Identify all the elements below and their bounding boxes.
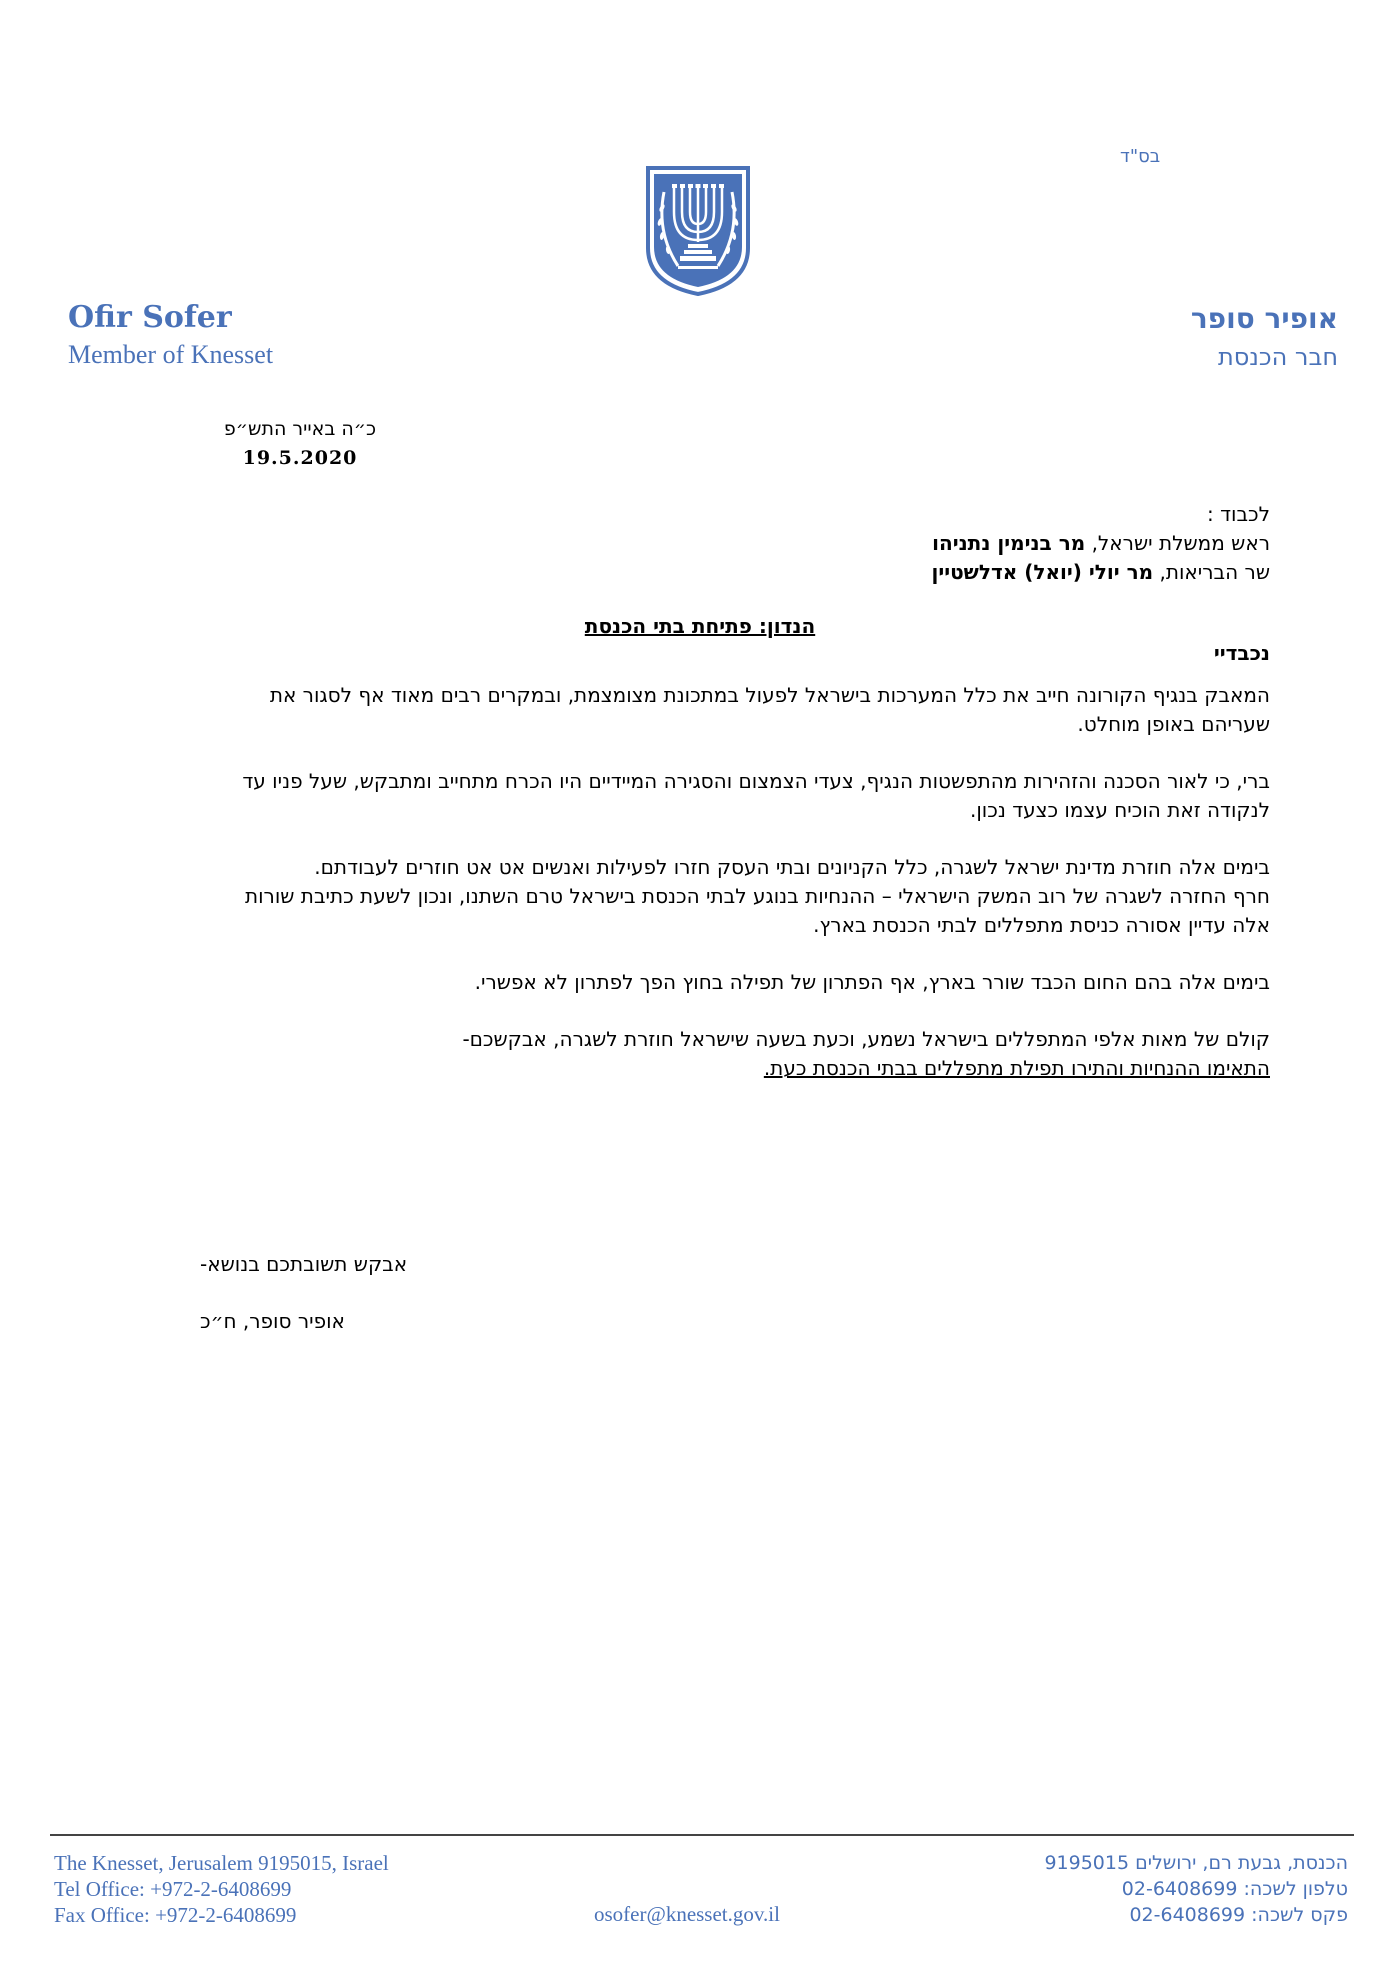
bsd-mark: בס"ד	[1120, 146, 1161, 167]
closing-request-row	[200, 1252, 600, 1281]
signature-row	[200, 1309, 600, 1338]
body-paragraph-3a: בימים אלה חוזרת מדינת ישראל לשגרה, כלל הקניונים ובתי העסק חזרו לפעילות ואנשים אט אט חוזרים לעבודתם.	[314, 855, 1270, 879]
body-paragraph-2: ברי, כי לאור הסכנה והזהירות מהתפשטות הנגיף, צעדי הצמצום והסגירה המיידיים היו הכרח מתחייב ומתבקש, שעל פניו עד לנקודה זאת הוכיח עצמו כצעד נכון.	[242, 769, 1270, 822]
recipient-health-name: מר יולי (יואל) אדלשטיין	[931, 560, 1154, 584]
letter-greeting: נכבדיי	[1213, 641, 1270, 665]
footer-address-he: הכנסת, גבעת רם, ירושלים 9195015	[1044, 1852, 1348, 1874]
recipients-to: לכבוד :	[1207, 502, 1270, 526]
closing-request: אבקש תשובתכם בנושא-	[200, 1252, 408, 1276]
recipient-pm-title: ראש ממשלת ישראל,	[1085, 531, 1270, 555]
hebrew-date: כ״ה באייר התש״פ	[223, 418, 377, 440]
sender-name-hebrew: אופיר סופר	[1190, 302, 1338, 335]
state-emblem-menorah-icon	[642, 162, 754, 298]
letter-date	[200, 415, 400, 473]
recipient-pm-name: מר בנימין נתניהו	[932, 531, 1086, 555]
footer-tel-en: Tel Office: +972-2-6408699	[54, 1877, 292, 1901]
footer-fax-en: Fax Office: +972-2-6408699	[54, 1903, 297, 1927]
sender-title-hebrew: חבר הכנסת	[1217, 343, 1338, 371]
sender-title-english: Member of Knesset	[68, 340, 274, 369]
body-paragraph-5a: קולם של מאות אלפי המתפללים בישראל נשמע, וכעת בשעה שישראל חוזרת לשגרה, אבקשכם-	[462, 1027, 1270, 1051]
recipients-block	[931, 500, 1270, 587]
body-paragraph-3b: חרף החזרה לשגרה של רוב המשק הישראלי – ההנחיות בנוגע לבתי הכנסת בישראל טרם השתנו, ונכון לשעת כתיבת שורות אלה עדיין אסורה כניסת מתפללים לבתי הכנסת בארץ.	[244, 884, 1270, 937]
sender-name-english: Ofir Sofer	[68, 300, 232, 335]
footer-tel-he: טלפון לשכה: 02-6408699	[1121, 1878, 1348, 1900]
signature: אופיר סופר, ח״כ	[200, 1309, 345, 1333]
footer-address-en: The Knesset, Jerusalem 9195015, Israel	[54, 1851, 389, 1875]
gregorian-date: 19.5.2020	[242, 447, 358, 469]
letter-body	[205, 681, 1270, 1083]
body-paragraph-1: המאבק בנגיף הקורונה חייב את כלל המערכות בישראל לפעול במתכונת מצומצמת, ובמקרים רבים מאוד אף לסגור את שעריהם באופן מוחלט.	[269, 683, 1270, 736]
footer-contact-hebrew	[1044, 1850, 1348, 1928]
body-paragraph-4: בימים אלה בהם החום הכבד שורר בארץ, אף הפתרון של תפילה בחוץ הפך לפתרון לא אפשרי.	[474, 970, 1270, 994]
body-paragraph-5b: התאימו ההנחיות והתירו תפילת מתפללים בבתי הכנסת כעת.	[763, 1056, 1270, 1080]
sign-off-block	[200, 1252, 600, 1338]
letter-subject: הנדון: פתיחת בתי הכנסת	[584, 614, 816, 638]
recipient-health-minister	[931, 558, 1270, 587]
footer-email-link[interactable]: osofer@knesset.gov.il	[594, 1902, 780, 1926]
footer-divider	[50, 1834, 1354, 1836]
recipient-pm	[931, 529, 1270, 558]
footer-fax-he: פקס לשכה: 02-6408699	[1129, 1904, 1348, 1926]
recipient-health-title: שר הבריאות,	[1153, 560, 1270, 584]
footer-contact-english	[54, 1850, 389, 1928]
